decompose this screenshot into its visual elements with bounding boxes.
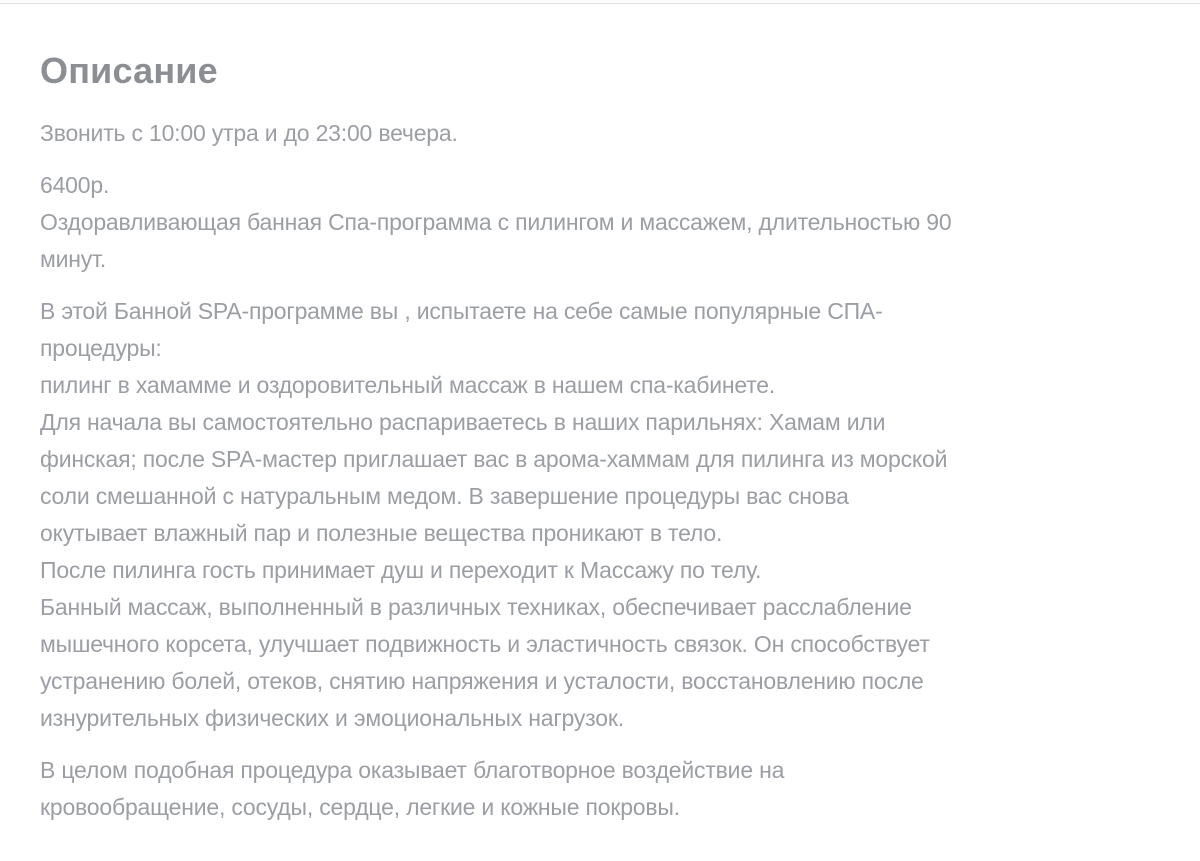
paragraph-call-hours: Звонить с 10:00 утра и до 23:00 вечера. [40, 120, 458, 146]
description-section [0, 4, 1000, 846]
paragraph-overall-benefits: В целом подобная процедура оказывает благотворное воздействие на кровообращение, сосуды, сердце, легкие и кожные покровы. [40, 757, 785, 820]
page-title: Описание [40, 50, 218, 91]
paragraph-program-details: В этой Банной SPA-программе вы , испытаете на себе самые популярные СПА-процедуры: пилинг в хамамме и оздоровительный массаж в нашем спа-кабинете. Для начала вы самостоятельно распариваетесь в наших парильнях: Хамам или финская; после SPA-мастер приглашает вас в арома-хаммам для пилинга из морской соли смешанной с натуральным медом. В завершение процедуры вас снова окутывает влажный пар и полезные вещества проникают в тело. После пилинга гость принимает душ и переходит к Массажу по телу. Банный массаж, выполненный в различных техниках, обеспечивает расслабление мышечного корсета, улучшает подвижность и эластичность связок. Он способствует устранению болей, отеков, снятию напряжения и усталости, восстановлению после изнурительных физических и эмоциональных нагрузок. [40, 298, 948, 731]
paragraph-price-summary: 6400р. Оздоравливающая банная Спа-программа с пилингом и массажем, длительностью 90 минут. [40, 172, 952, 272]
